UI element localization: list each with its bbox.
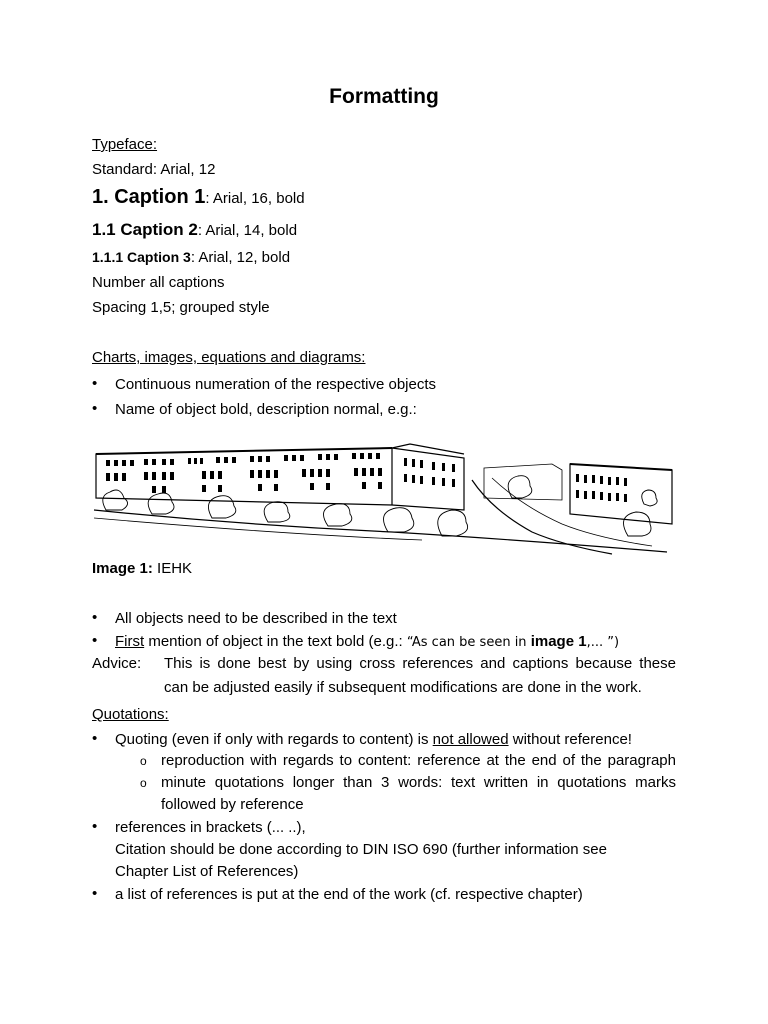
bullet-icon: •	[92, 730, 98, 747]
advice-line-1: This is done best by using cross references and captions because these	[164, 655, 676, 672]
objects-bullet-2	[115, 633, 619, 652]
quotations-sub-1: reproduction with regards to content: reference at the end of the paragraph	[161, 752, 676, 769]
bullet2-text: mention of object in the text bold (e.g.:	[144, 633, 407, 650]
brackets-pre: references in brackets (	[115, 819, 272, 836]
quotations-bullet-2-line-2: Citation should be done according to DIN ISO 690 (further information see	[115, 841, 607, 858]
caption1-label: 1. Caption 1	[92, 186, 206, 208]
advice-line-2: can be adjusted easily if subsequent modifications are done in the work.	[164, 679, 642, 696]
first-word: First	[115, 633, 145, 650]
sub-bullet-icon: o	[140, 754, 147, 768]
building-sketch-image	[92, 440, 674, 558]
caption2-spec: : Arial, 14, bold	[197, 222, 298, 239]
caption1-spec: : Arial, 16, bold	[205, 190, 305, 207]
sub-bullet-icon: o	[140, 776, 147, 790]
caption2-label: 1.1 Caption 2	[92, 220, 198, 239]
bullet-icon: •	[92, 609, 98, 626]
bullet-icon: •	[92, 818, 98, 835]
bullet2-quote-open: “As can be seen in	[406, 635, 531, 650]
objects-bullet-1: All objects need to be described in the text	[115, 610, 397, 627]
brackets-ellipsis: ... ..	[271, 821, 297, 836]
quotations-heading: Quotations:	[92, 706, 169, 723]
charts-bullet-1: Continuous numeration of the respective objects	[115, 376, 437, 393]
caption3-label: 1.1.1 Caption 3	[92, 249, 191, 265]
quotations-bullet-2-line-1	[115, 819, 306, 838]
caption3-line	[92, 248, 290, 267]
not-allowed-text: not allowed	[432, 731, 509, 748]
caption3-spec: : Arial, 12, bold	[190, 249, 291, 266]
image-caption-label: Image 1:	[92, 560, 153, 577]
standard-spec: Standard: Arial, 12	[92, 161, 216, 178]
charts-bullet-2: Name of object bold, description normal, e.g.:	[115, 401, 417, 418]
bullet-icon: •	[92, 400, 98, 417]
bullet-icon: •	[92, 885, 98, 902]
bullet2-bold: image 1	[530, 633, 587, 650]
typeface-heading: Typeface:	[92, 136, 158, 153]
quotations-bullet-3: a list of references is put at the end of the work (cf. respective chapter)	[115, 886, 583, 903]
bullet-icon: •	[92, 632, 98, 649]
caption2-line	[92, 220, 297, 240]
caption1-line	[92, 186, 305, 209]
quotations-sub-2-line-2: followed by reference	[161, 796, 304, 813]
spacing-text: Spacing 1,5; grouped style	[92, 299, 270, 316]
advice-label: Advice:	[92, 655, 142, 672]
charts-heading: Charts, images, equations and diagrams:	[92, 349, 366, 366]
bullet-icon: •	[92, 375, 98, 392]
quotations-bullet-2-line-3: Chapter List of References)	[115, 863, 299, 880]
brackets-post: ),	[296, 819, 306, 836]
bullet2-quote-close: ,... ”)	[586, 635, 620, 650]
quotations-bullet-1	[115, 731, 632, 749]
quote-b1-pre: Quoting (even if only with regards to content) is	[115, 731, 433, 748]
image-caption-text: IEHK	[152, 560, 193, 577]
image-caption	[92, 560, 192, 578]
number-captions-text: Number all captions	[92, 274, 225, 291]
quotations-sub-2-line-1: minute quotations longer than 3 words: text written in quotations marks	[161, 774, 676, 791]
quote-b1-post: without reference!	[508, 731, 632, 748]
page-title: Formatting	[329, 85, 439, 108]
